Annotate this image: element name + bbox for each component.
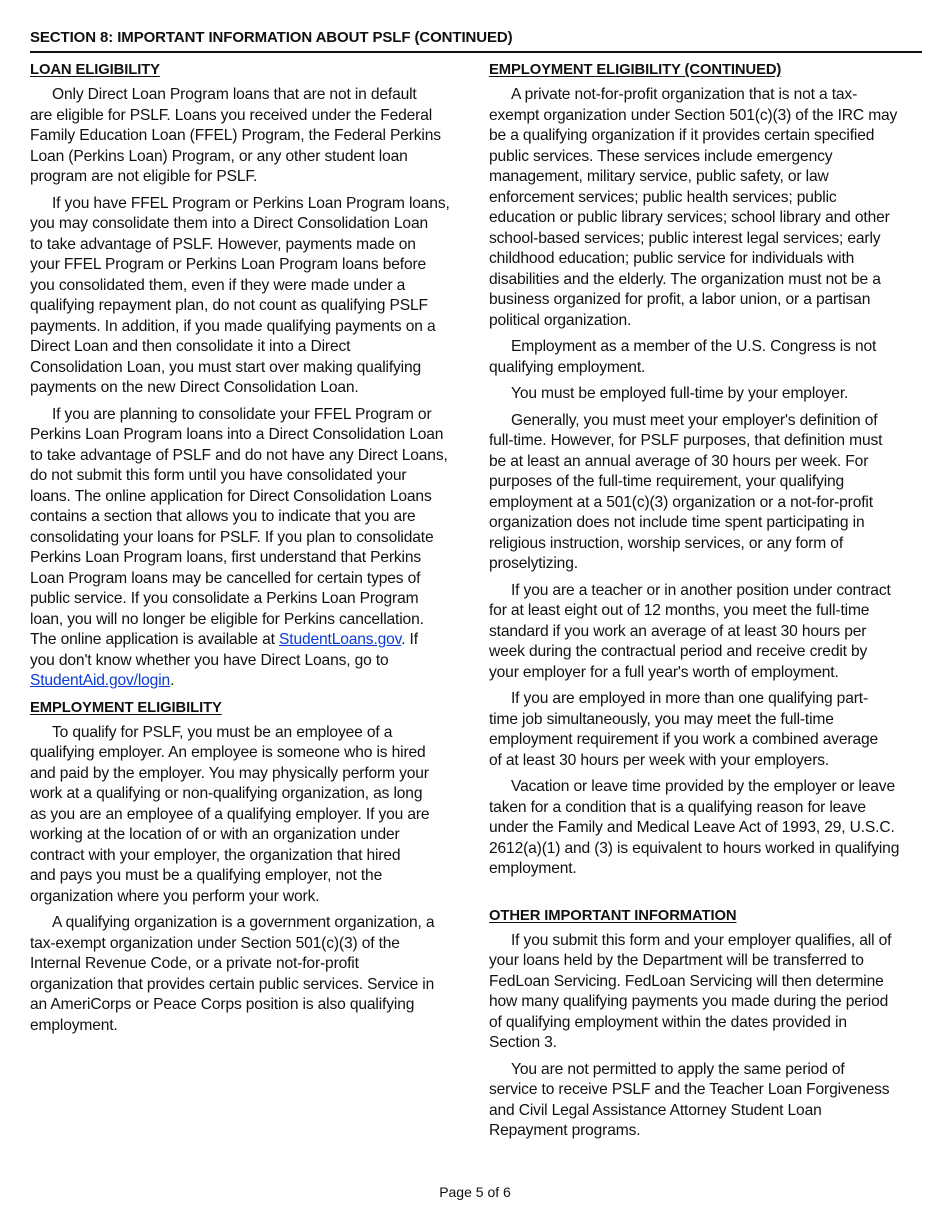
paragraph-line: You must be employed full-time by your employer. <box>511 385 849 402</box>
employment-eligibility-paragraph-2 <box>30 913 462 1036</box>
paragraph-line: to take advantage of PSLF and do not have any Direct Loans, <box>30 446 448 464</box>
paragraph-line: your FFEL Program or Perkins Loan Program loans before <box>30 256 427 273</box>
paragraph-line: employment requirement if you work a combined average <box>489 731 879 748</box>
employment-eligibility-paragraph-1 <box>30 723 462 908</box>
paragraph-line: You are not permitted to apply the same period of <box>511 1060 845 1078</box>
studentloans-gov-link[interactable]: StudentLoans.gov <box>279 631 402 648</box>
paragraph-line: Loan (Perkins Loan) Program, or any other student loan <box>30 147 408 165</box>
paragraph-line: If you are planning to consolidate your FFEL Program or <box>52 405 432 423</box>
paragraph-line: public services. These services include emergency <box>489 147 833 165</box>
private-nonprofit-paragraph <box>489 85 923 331</box>
paragraph-line: service to receive PSLF and the Teacher Loan Forgiveness <box>489 1081 890 1098</box>
paragraph-line: to take advantage of PSLF. However, payments made on <box>30 235 416 253</box>
paragraph-line: week during the contractual period and receive credit by <box>489 643 868 660</box>
paragraph-line: program are not eligible for PSLF. <box>30 168 258 185</box>
paragraph-line: political organization. <box>489 311 632 329</box>
paragraph-line: your employer for a full year's worth of employment. <box>489 663 839 681</box>
paragraph-line: do not submit this form until you have consolidated your <box>30 467 407 484</box>
section-header: SECTION 8: IMPORTANT INFORMATION ABOUT PSLF (CONTINUED) <box>30 28 922 53</box>
paragraph-line: organization that provides certain public services. Service in <box>30 975 435 993</box>
paragraph-line: StudentAid.gov/login. <box>30 672 175 689</box>
employment-eligibility-heading: EMPLOYMENT ELIGIBILITY <box>30 699 222 716</box>
paragraph-line: standard if you work an average of at least 30 hours per <box>489 622 867 640</box>
paragraph-line: Only Direct Loan Program loans that are not in default <box>52 86 417 103</box>
paragraph-line: your loans held by the Department will be transferred to <box>489 952 864 969</box>
paragraph-line: an AmeriCorps or Peace Corps position is also qualifying <box>30 996 415 1013</box>
paragraph-line: public service. If you consolidate a Perkins Loan Program <box>30 590 419 607</box>
paragraph-line: religious instruction, worship services, or any form of <box>489 534 844 552</box>
paragraph-line: work at a qualifying or non-qualifying organization, as long <box>30 785 423 802</box>
paragraph-line: working at the location of or with an organization under <box>30 826 400 843</box>
loan-eligibility-paragraph-1 <box>30 85 462 188</box>
paragraph-line: consolidating your loans for PSLF. If you plan to consolidate <box>30 528 434 546</box>
paragraph-line: you don't know whether you have Direct Loans, go to <box>30 651 389 669</box>
paragraph-line: are eligible for PSLF. Loans you received under the Federal <box>30 106 433 124</box>
paragraph-line: If you are employed in more than one qualifying part- <box>511 690 868 707</box>
teacher-contract-paragraph <box>489 581 923 684</box>
paragraph-line: education or public library services; school library and other <box>489 209 890 226</box>
paragraph-line: To qualify for PSLF, you must be an employee of a <box>52 723 393 741</box>
paragraph-line: purposes of the full-time requirement, your qualifying <box>489 473 845 490</box>
section-spacer <box>489 886 923 906</box>
paragraph-line: and paid by the employer. You may physically perform your <box>30 764 429 782</box>
paragraph-line: A private not-for-profit organization that is not a tax- <box>511 86 858 103</box>
vacation-leave-paragraph <box>489 777 923 880</box>
part-time-jobs-paragraph <box>489 689 923 771</box>
paragraph-line: FedLoan Servicing. FedLoan Servicing will then determine <box>489 972 884 990</box>
paragraph-line: organization does not include time spent participating in <box>489 514 865 531</box>
paragraph-line: be at least an annual average of 30 hours per week. For <box>489 452 869 470</box>
same-period-paragraph <box>489 1060 923 1142</box>
other-important-information-heading: OTHER IMPORTANT INFORMATION <box>489 907 737 924</box>
paragraph-line: Direct Loan and then consolidate it into a Direct <box>30 338 351 355</box>
paragraph-line: Employment as a member of the U.S. Congress is not <box>511 338 877 355</box>
paragraph-line: loans. The online application for Direct Consolidation Loans <box>30 487 432 505</box>
paragraph-line: Repayment programs. <box>489 1122 641 1139</box>
paragraph-line: time job simultaneously, you may meet the full-time <box>489 710 834 728</box>
paragraph-line: If you have FFEL Program or Perkins Loan Program loans, <box>52 194 450 212</box>
employment-eligibility-continued-heading: EMPLOYMENT ELIGIBILITY (CONTINUED) <box>489 62 782 78</box>
congress-paragraph <box>489 337 923 378</box>
paragraph-line: taken for a condition that is a qualifying reason for leave <box>489 798 866 816</box>
paragraph-line: Section 3. <box>489 1034 557 1051</box>
paragraph-line: qualifying employer. An employee is someone who is hired <box>30 744 426 761</box>
paragraph-line: enforcement services; public health services; public <box>489 188 837 206</box>
paragraph-line: business organized for profit, a labor union, or a partisan <box>489 291 871 308</box>
paragraph-line: employment. <box>30 1016 118 1034</box>
paragraph-line: employment. <box>489 860 577 877</box>
paragraph-line: contains a section that allows you to indicate that you are <box>30 508 416 525</box>
paragraph-line: employment at a 501(c)(3) organization or a not-for-profit <box>489 493 873 511</box>
paragraph-line: contract with your employer, the organization that hired <box>30 846 401 864</box>
paragraph-line: and pays you must be a qualifying employer, not the <box>30 867 383 884</box>
paragraph-line: If you are a teacher or in another position under contract <box>511 581 891 599</box>
paragraph-line: A qualifying organization is a government organization, a <box>52 914 435 931</box>
paragraph-line: payments on the new Direct Consolidation Loan. <box>30 379 359 396</box>
paragraph-line: and Civil Legal Assistance Attorney Student Loan <box>489 1101 822 1119</box>
paragraph-line: organization where you perform your work. <box>30 887 320 905</box>
paragraph-line: qualifying employment. <box>489 358 646 376</box>
paragraph-line: school-based services; public interest legal services; early <box>489 229 881 247</box>
paragraph-line: you may consolidate them into a Direct Consolidation Loan <box>30 215 428 232</box>
paragraph-line: for at least eight out of 12 months, you meet the full-time <box>489 602 870 619</box>
paragraph-line: disabilities and the elderly. The organization must not be a <box>489 270 881 288</box>
paragraph-line: of qualifying employment within the dates provided in <box>489 1013 847 1031</box>
paragraph-line: Perkins Loan Program loans into a Direct Consolidation Loan <box>30 426 444 443</box>
paragraph-line: full-time. However, for PSLF purposes, that definition must <box>489 432 883 449</box>
page-number: Page 5 of 6 <box>439 1184 511 1200</box>
paragraph-line: The online application is available at StudentLoans.gov. If <box>30 631 418 648</box>
paragraph-line: as you are an employee of a qualifying employer. If you are <box>30 805 430 823</box>
paragraph-line: Internal Revenue Code, or a private not-for-profit <box>30 955 359 972</box>
paragraph-line: be a qualifying organization if it provides certain specified <box>489 127 875 144</box>
paragraph-line: how many qualifying payments you made during the period <box>489 993 889 1010</box>
loan-eligibility-heading: LOAN ELIGIBILITY <box>30 62 160 78</box>
paragraph-line: Family Education Loan (FFEL) Program, the Federal Perkins <box>30 127 441 144</box>
full-time-definition-paragraph <box>489 411 923 575</box>
right-column <box>489 60 923 1148</box>
paragraph-line: payments. In addition, if you made qualifying payments on a <box>30 317 436 335</box>
studentaid-gov-login-link[interactable]: StudentAid.gov/login <box>30 672 171 689</box>
full-time-paragraph <box>489 384 923 405</box>
paragraph-line: childhood education; public service for individuals with <box>489 250 855 267</box>
loan-eligibility-paragraph-2 <box>30 194 462 399</box>
paragraph-line: you consolidated them, even if they were made under a <box>30 276 406 294</box>
paragraph-line: Loan Program loans may be cancelled for certain types of <box>30 569 421 587</box>
paragraph-line: tax-exempt organization under Section 501(c)(3) of the <box>30 934 400 952</box>
paragraph-line: Generally, you must meet your employer's definition of <box>511 411 878 429</box>
paragraph-line: loan, you will no longer be eligible for Perkins cancellation. <box>30 610 424 628</box>
paragraph-line: If you submit this form and your employer qualifies, all of <box>511 931 892 949</box>
loan-eligibility-paragraph-3 <box>30 405 462 692</box>
paragraph-line: under the Family and Medical Leave Act of 1993, 29, U.S.C. <box>489 819 895 836</box>
paragraph-line: proselytizing. <box>489 555 578 572</box>
paragraph-line: Consolidation Loan, you must start over making qualifying <box>30 358 422 376</box>
paragraph-line: exempt organization under Section 501(c)(3) of the IRC may <box>489 106 898 124</box>
paragraph-line: 2612(a)(1) and (3) is equivalent to hours worked in qualifying <box>489 839 900 857</box>
fedloan-transfer-paragraph <box>489 931 923 1054</box>
paragraph-line: Perkins Loan Program loans, first understand that Perkins <box>30 549 422 566</box>
paragraph-line: Vacation or leave time provided by the employer or leave <box>511 778 895 795</box>
paragraph-line: management, military service, public safety, or law <box>489 168 829 185</box>
left-column <box>30 60 462 1042</box>
paragraph-line: of at least 30 hours per week with your employers. <box>489 751 830 769</box>
paragraph-line: qualifying repayment plan, do not count as qualifying PSLF <box>30 297 428 314</box>
